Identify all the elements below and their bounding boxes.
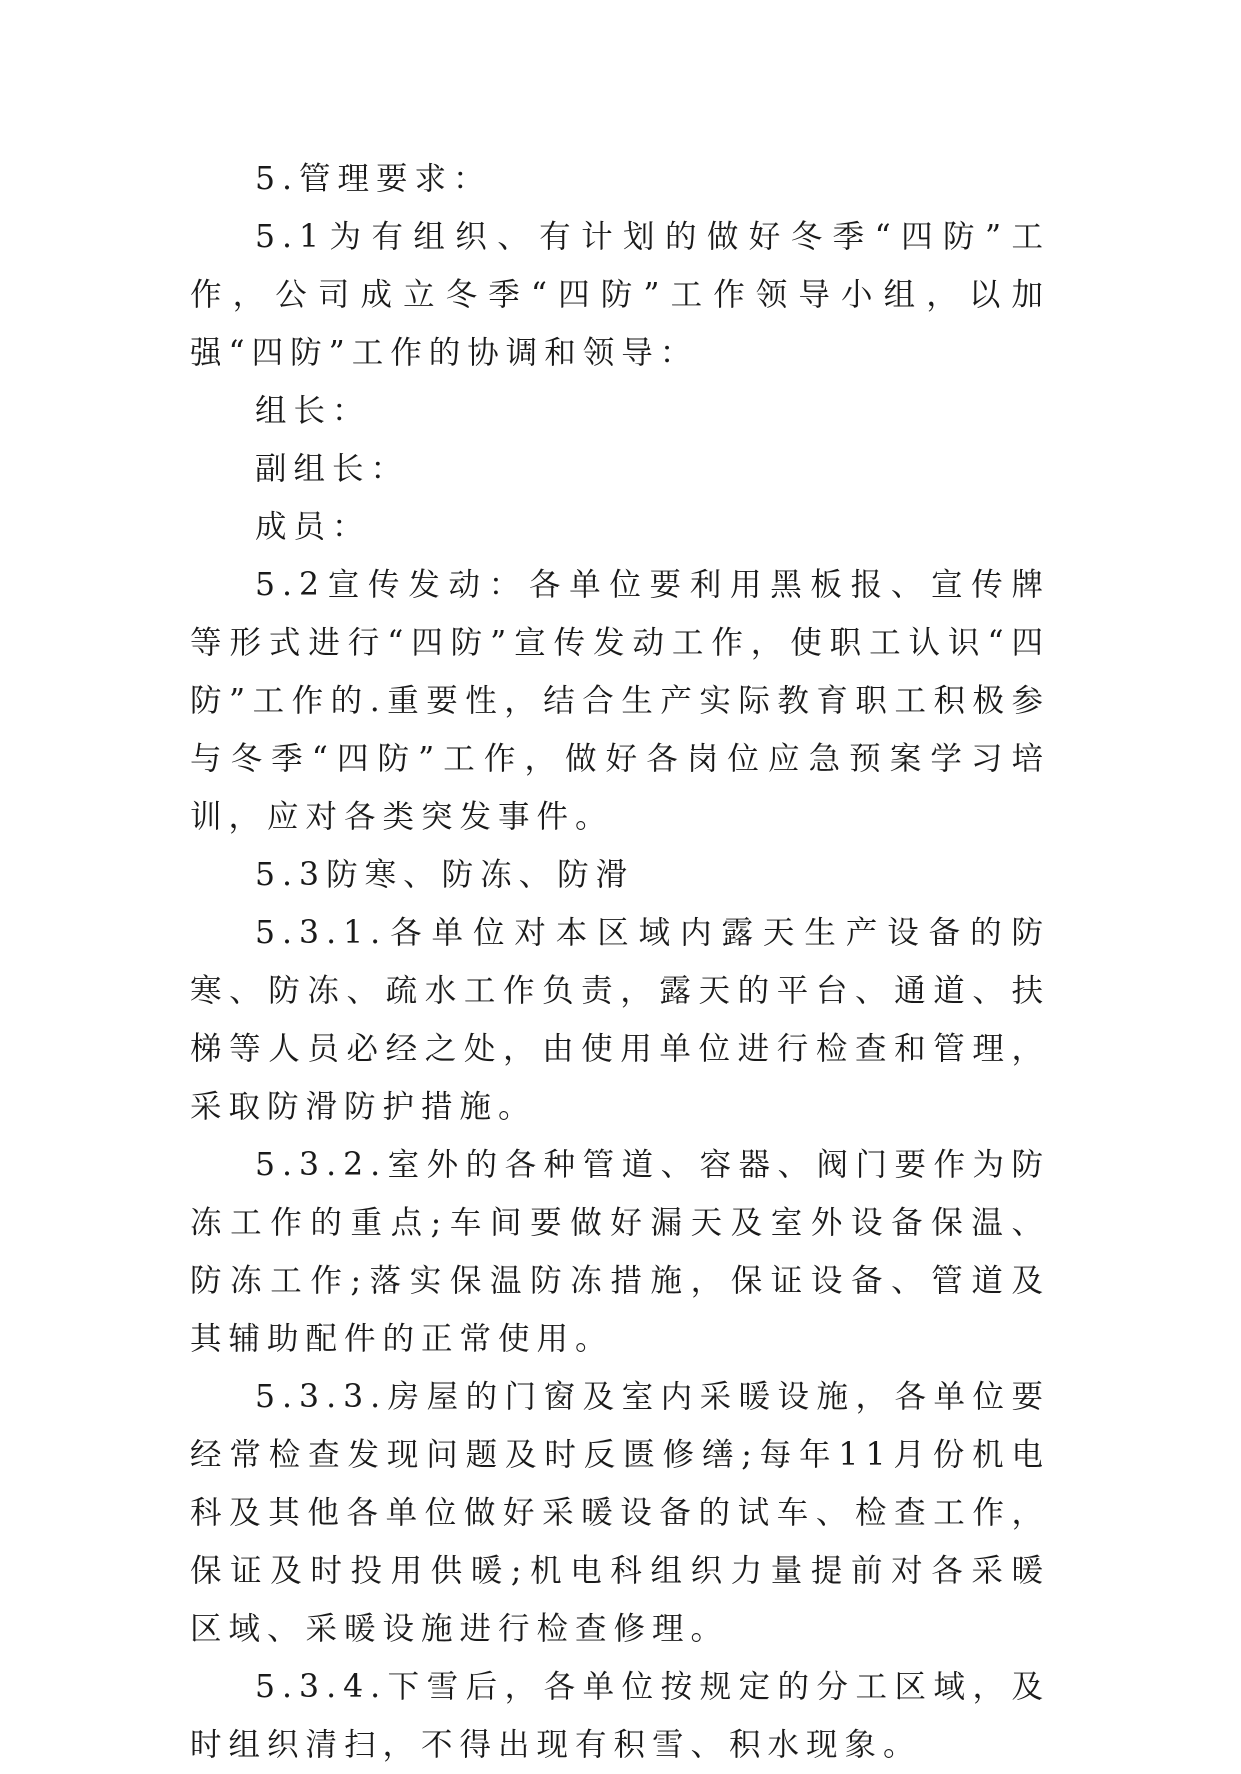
- paragraph-5-3-2: 5.3.2.室外的各种管道、容器、阀门要作为防冻工作的重点;车间要做好漏天及室外设备保温、防冻工作;落实保温防冻措施，保证设备、管道及其辅助配件的正常使用。: [190, 1147, 1050, 1357]
- deputy-leader-line: 副组长：: [255, 451, 410, 487]
- document-page: [190, 150, 1050, 1774]
- paragraph-5-3-4: 5.3.4.下雪后，各单位按规定的分工区域，及时组织清扫，不得出现有积雪、积水现象。: [190, 1669, 1050, 1763]
- section-heading: 5.管理要求：: [255, 161, 492, 197]
- members-line: 成员：: [255, 509, 371, 545]
- subheading-5-3: 5.3防寒、防冻、防滑: [255, 857, 635, 893]
- paragraph-5-1: 5.1为有组织、有计划的做好冬季“四防”工作，公司成立冬季“四防”工作领导小组，以加强“四防”工作的协调和领导：: [190, 219, 1050, 371]
- group-leader-line: 组长：: [255, 393, 371, 429]
- paragraph-5-2: 5.2宣传发动：各单位要利用黑板报、宣传牌等形式进行“四防”宣传发动工作，使职工认识“四防”工作的.重要性，结合生产实际教育职工积极参与冬季“四防”工作，做好各岗位应急预案学习培训，应对各类突发事件。: [190, 567, 1050, 835]
- paragraph-5-3-1: 5.3.1.各单位对本区域内露天生产设备的防寒、防冻、疏水工作负责，露天的平台、通道、扶梯等人员必经之处，由使用单位进行检查和管理，采取防滑防护措施。: [190, 915, 1050, 1125]
- paragraph-5-3-3: 5.3.3.房屋的门窗及室内采暖设施，各单位要经常检查发现问题及时反匮修缮;每年11月份机电科及其他各单位做好采暖设备的试车、检查工作，保证及时投用供暖;机电科组织力量提前对各采暖区域、采暖设施进行检查修理。: [190, 1379, 1050, 1647]
